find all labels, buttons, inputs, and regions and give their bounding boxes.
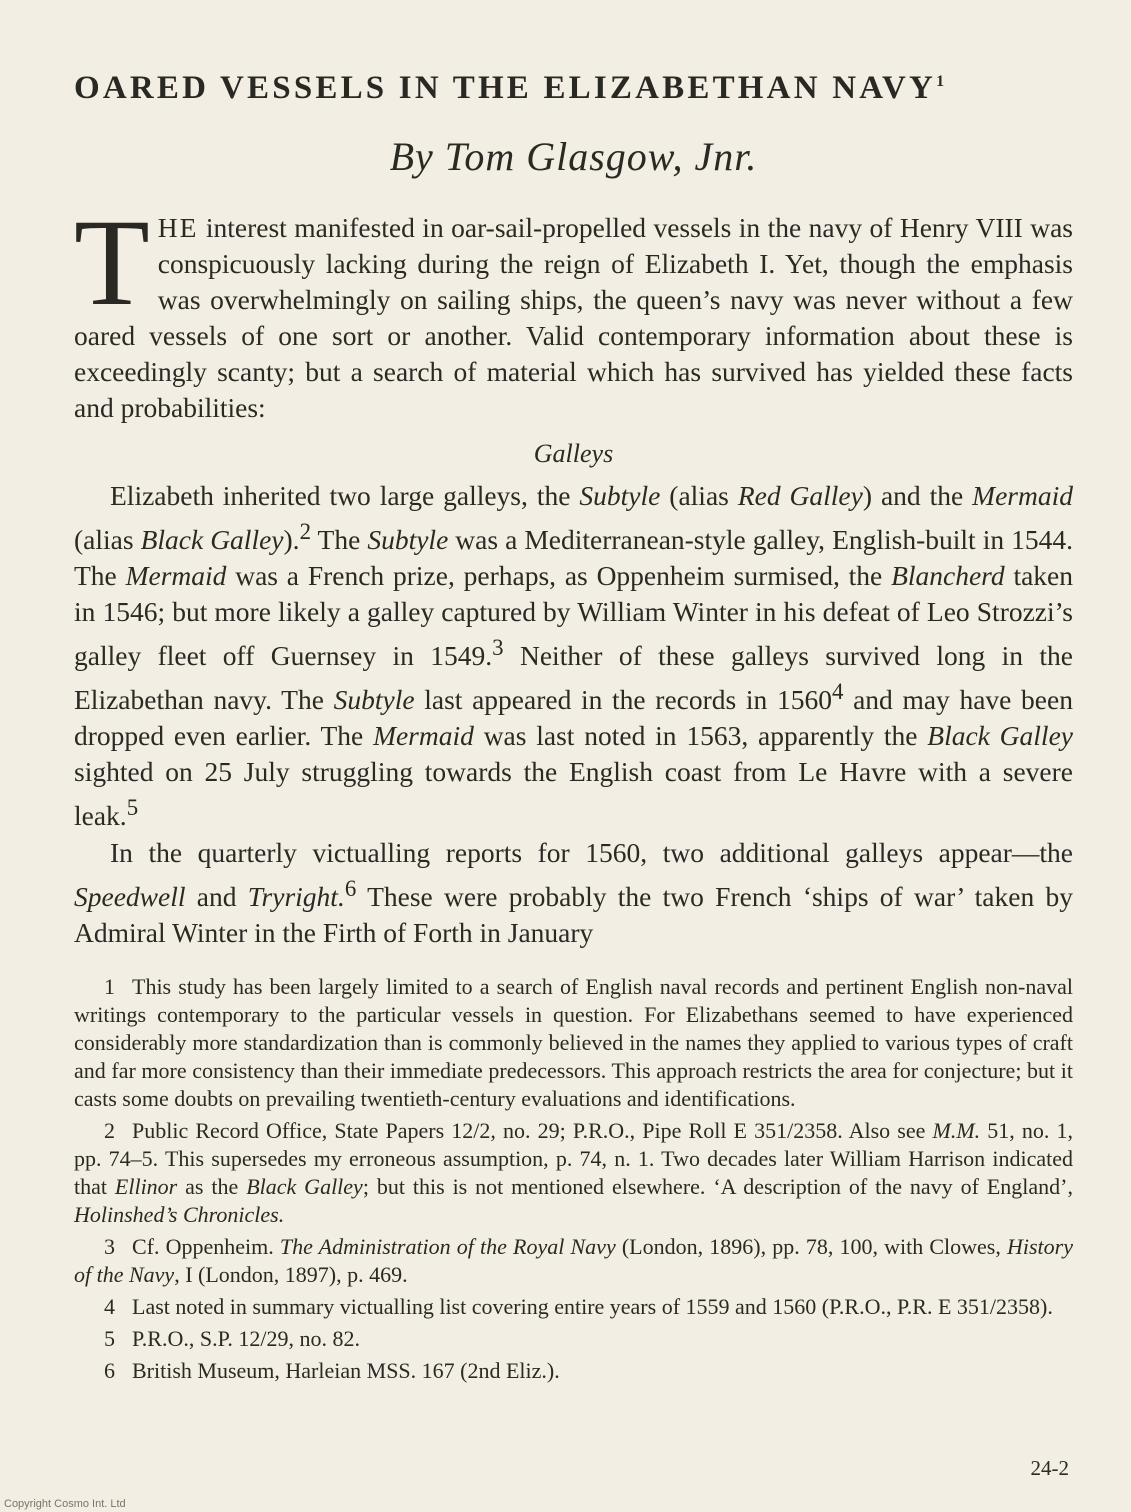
text-run: taken in 1546; but more likely a galley captured by William Winter in his defeat of Leo Strozzi’s galley fleet off Guernsey in 1549.: [74, 560, 1073, 672]
footnote-1: [74, 973, 1073, 1113]
section-heading-galleys: Galleys: [533, 439, 614, 468]
text-run: (alias: [74, 524, 141, 556]
page-number: 24-2: [1030, 1456, 1069, 1480]
text-run: The: [311, 524, 368, 556]
paragraph-intro: [74, 194, 1074, 426]
ship-name: Blancherd: [891, 560, 1005, 592]
footnote-number: 2: [104, 1117, 115, 1143]
footnote-text: as the: [177, 1173, 247, 1199]
footnote-number: 5: [104, 1325, 115, 1351]
footnote-ref[interactable]: 4: [831, 679, 844, 705]
ship-name: Subtyle: [579, 480, 661, 511]
article-title-text: OARED VESSELS IN THE ELIZABETHAN NAVY: [74, 70, 937, 106]
citation-title: Holinshed’s Chronicles.: [74, 1201, 285, 1227]
footnote-text: , I (London, 1897), p. 469.: [174, 1261, 408, 1287]
text-run: ) and the: [862, 480, 973, 511]
paragraph-victualling: [74, 835, 1073, 951]
ship-name: Black Galley: [140, 524, 284, 556]
ship-name: Subtyle: [367, 524, 449, 556]
text-run: These were probably the two French ‘ships of war’ taken by Admiral Winter in the Firth of Forth in January: [74, 880, 1073, 948]
footnotes: [74, 973, 1073, 1385]
article-title: [74, 60, 1073, 110]
footnote-ref[interactable]: 5: [126, 795, 139, 821]
text-run: was last noted in 1563, apparently the: [473, 720, 928, 752]
intro-small-caps: HE: [157, 212, 199, 243]
footnote-text: ; but this is not mentioned elsewhere. ‘A description of the navy of England’,: [362, 1173, 1073, 1199]
footnote-text: (London, 1896), pp. 78, 100, with Clowes,: [615, 1233, 1007, 1259]
text-run: was a French prize, perhaps, as Oppenheim surmised, the: [226, 560, 892, 592]
ship-name: Black Galley: [927, 720, 1073, 752]
footnote-5: [74, 1325, 1073, 1353]
byline: By Tom Glasgow, Jnr.: [389, 134, 758, 179]
ship-name: Speedwell: [74, 880, 186, 912]
footnote-number: 1: [104, 973, 115, 999]
footnote-text: Public Record Office, State Papers 12/2, no. 29; P.R.O., Pipe Roll E 351/2358. Also see: [132, 1117, 933, 1143]
footnote-ref[interactable]: 6: [344, 875, 357, 901]
text-run: (alias: [660, 480, 738, 511]
ship-name: Black Galley: [246, 1173, 363, 1199]
footnote-2: [74, 1117, 1073, 1229]
ship-name: Mermaid: [373, 720, 474, 752]
text-run: last appeared in the records in 1560: [414, 684, 832, 716]
footnote-3: [74, 1233, 1073, 1289]
text-run: In the quarterly victualling reports for 1560, two additional galleys appear—the: [110, 836, 1073, 868]
paragraph-galleys: [74, 478, 1073, 835]
citation-title: History of the Navy: [74, 1233, 1073, 1287]
text-run: and: [185, 880, 248, 912]
ship-name: Ellinor: [114, 1173, 178, 1199]
footnote-ref[interactable]: 3: [492, 635, 504, 661]
footnote-text: Cf. Oppenheim.: [132, 1233, 280, 1259]
drop-cap: T: [74, 194, 150, 331]
intro-text: interest manifested in oar-sail-propelled vessels in the navy of Henry VIII was conspicuously lacking during the reign of Elizabeth I. Yet, though the emphasis was overwhelmingly on sailing ships, the queen’s navy was never without a few oared vessels of one sort or another. Valid contemporary information about these is exceedingly scanty; but a search of material which has survived has yielded these facts and probabilities:: [74, 212, 1074, 423]
text-run: was a Mediterranean-style galley, English-built in 1544. The: [74, 524, 1073, 592]
footnote-number: 4: [104, 1293, 115, 1319]
copyright-watermark: Copyright Cosmo Int. Ltd: [4, 1498, 126, 1510]
footnote-number: 6: [104, 1357, 115, 1383]
footnote-4: [74, 1293, 1073, 1321]
footnote-6: [74, 1357, 1073, 1385]
citation-title: The Administration of the Royal Navy: [279, 1233, 616, 1259]
citation-title: M.M.: [932, 1117, 981, 1143]
title-footnote-ref[interactable]: 1: [936, 73, 945, 90]
text-run: Neither of these galleys survived long in the Elizabethan navy. The: [74, 640, 1073, 716]
ship-name: Tryright.: [247, 880, 345, 912]
ship-name: Mermaid: [972, 480, 1073, 511]
text-run: ).: [283, 524, 300, 556]
text-run: Elizabeth inherited two large galleys, the: [110, 480, 580, 511]
footnote-text: P.R.O., S.P. 12/29, no. 82.: [132, 1325, 361, 1351]
footnote-text: This study has been largely limited to a search of English naval records and pertinent English non-naval writings contemporary to the particular vessels in question. For Elizabethans seemed to have experienced considerably more standardization than is commonly believed in the names they applied to various types of craft and far more consistency than their immediate predecessors. This approach restricts the area for conjecture; but it casts some doubts on prevailing twentieth-century evaluations and identifications.: [74, 973, 1073, 1111]
text-run: and may have been dropped even earlier. The: [74, 684, 1073, 752]
footnote-text: Last noted in summary victualling list covering entire years of 1559 and 1560 (P.R.O., P.R. E 351/2358).: [132, 1293, 1053, 1319]
footnote-text: 51, no. 1, pp. 74–5. This supersedes my erroneous assumption, p. 74, n. 1. Two decades later William Harrison indicated that: [74, 1117, 1074, 1199]
ship-name: Subtyle: [333, 684, 415, 716]
text-run: sighted on 25 July struggling towards the English coast from Le Havre with a severe leak.: [74, 756, 1073, 832]
ship-name: Red Galley: [737, 480, 863, 511]
ship-name: Mermaid: [125, 560, 227, 592]
footnote-ref[interactable]: 2: [299, 519, 312, 544]
footnote-text: British Museum, Harleian MSS. 167 (2nd Eliz.).: [132, 1357, 560, 1383]
footnote-number: 3: [104, 1233, 115, 1259]
